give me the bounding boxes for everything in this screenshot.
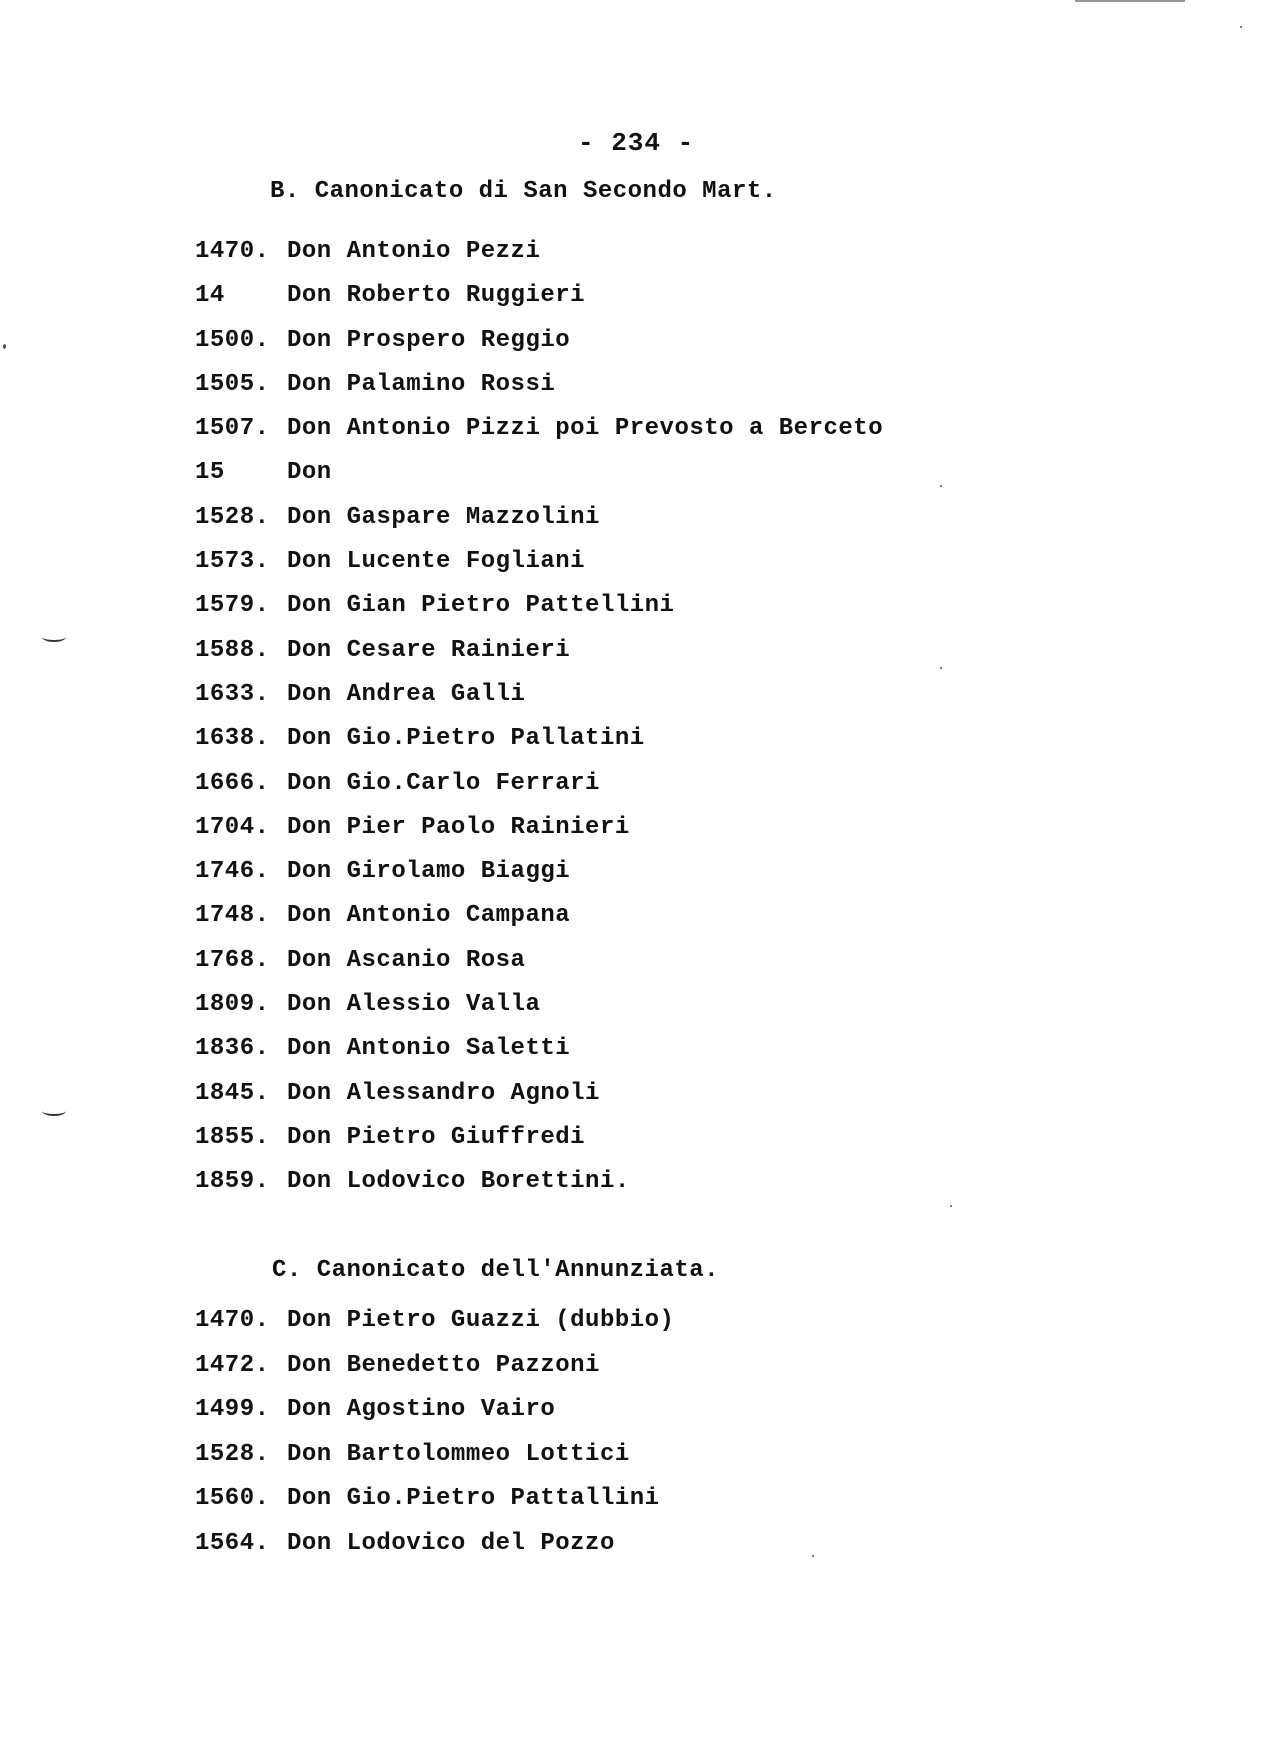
entry-name: Don Lucente Fogliani	[287, 548, 586, 576]
scan-speck	[950, 1205, 952, 1207]
entry-year: 1809.	[195, 991, 270, 1019]
entry-name: Don Gio.Pietro Pattallini	[287, 1485, 660, 1513]
entry-name: Don Antonio Pizzi poi Prevosto a Berceto	[287, 415, 884, 443]
entry-name: Don Antonio Saletti	[287, 1035, 571, 1063]
list-item	[195, 1396, 674, 1441]
entry-year: 1499.	[195, 1396, 270, 1424]
entry-year: 1746.	[195, 858, 270, 886]
entry-name: Don Bartolommeo Lottici	[287, 1440, 630, 1468]
list-item	[195, 1035, 883, 1079]
entry-name: Don Gaspare Mazzolini	[287, 503, 600, 531]
scan-speck	[940, 667, 942, 669]
entry-name: Don Antonio Pezzi	[287, 238, 541, 265]
page-number: - 234 -	[578, 128, 695, 158]
entry-year: 1528.	[195, 1440, 270, 1468]
entry-year: 14	[195, 282, 225, 310]
list-item	[195, 1307, 674, 1352]
entry-year: 1836.	[195, 1035, 270, 1063]
entry-year: 1507.	[195, 415, 270, 443]
entry-year: 1666.	[195, 769, 270, 797]
entry-year: 15	[195, 459, 225, 487]
entry-name: Don Gian Pietro Pattellini	[287, 592, 675, 620]
list-item	[195, 371, 883, 415]
scan-edge-line	[1075, 0, 1185, 2]
section-c-list	[195, 1307, 674, 1575]
entry-name: Don Prospero Reggio	[287, 326, 571, 354]
list-item	[195, 991, 883, 1035]
list-item	[195, 1080, 883, 1124]
entry-year: 1638.	[195, 725, 270, 753]
entry-year: 1768.	[195, 946, 270, 974]
list-item	[195, 1168, 883, 1212]
list-item	[195, 637, 883, 681]
scan-mark	[42, 632, 66, 642]
entry-name: Don Girolamo Biaggi	[287, 858, 571, 886]
list-item	[195, 725, 883, 769]
entry-year: 1845.	[195, 1079, 270, 1107]
list-item	[195, 548, 883, 592]
entry-year: 1505.	[195, 370, 270, 398]
section-b-heading: B. Canonicato di San Secondo Mart.	[270, 178, 777, 205]
entry-year: 1704.	[195, 813, 270, 841]
entry-year: 1470.	[195, 1307, 270, 1334]
list-item	[195, 282, 883, 326]
entry-year: 1500.	[195, 326, 270, 354]
scan-speck	[812, 1555, 814, 1557]
entry-name: Don Gio.Carlo Ferrari	[287, 769, 600, 797]
entry-name: Don Ascanio Rosa	[287, 946, 526, 974]
section-b-list	[195, 238, 883, 1213]
entry-name: Don Roberto Ruggieri	[287, 282, 586, 310]
entry-name: Don Alessandro Agnoli	[287, 1079, 600, 1107]
list-item	[195, 902, 883, 946]
list-item	[195, 459, 883, 503]
scan-speck	[940, 485, 942, 487]
entry-name: Don Pietro Giuffredi	[287, 1123, 586, 1151]
list-item	[195, 681, 883, 725]
entry-year: 1528.	[195, 503, 270, 531]
entry-name: Don Andrea Galli	[287, 680, 526, 708]
list-item	[195, 504, 883, 548]
entry-name: Don Pier Paolo Rainieri	[287, 813, 630, 841]
list-item	[195, 1485, 674, 1530]
list-item	[195, 770, 883, 814]
entry-name: Don Palamino Rossi	[287, 370, 556, 398]
list-item	[195, 327, 883, 371]
scan-speck	[1240, 26, 1242, 28]
list-item	[195, 592, 883, 636]
list-item	[195, 238, 883, 282]
entry-year: 1588.	[195, 636, 270, 664]
list-item	[195, 1530, 674, 1575]
entry-name: Don Antonio Campana	[287, 902, 571, 930]
entry-year: 1573.	[195, 548, 270, 576]
entry-year: 1748.	[195, 902, 270, 930]
entry-name: Don Agostino Vairo	[287, 1396, 556, 1424]
entry-year: 1470.	[195, 238, 270, 265]
entry-name: Don	[287, 459, 332, 487]
list-item	[195, 858, 883, 902]
entry-name: Don Gio.Pietro Pallatini	[287, 725, 645, 753]
list-item	[195, 947, 883, 991]
entry-name: Don Cesare Rainieri	[287, 636, 571, 664]
entry-name: Don Pietro Guazzi (dubbio)	[287, 1307, 675, 1334]
entry-year: 1633.	[195, 680, 270, 708]
list-item	[195, 814, 883, 858]
scan-speck	[3, 344, 6, 349]
list-item	[195, 1441, 674, 1486]
entry-name: Don Alessio Valla	[287, 991, 541, 1019]
entry-year: 1855.	[195, 1123, 270, 1151]
entry-name: Don Lodovico Borettini.	[287, 1168, 630, 1196]
entry-name: Don Benedetto Pazzoni	[287, 1351, 600, 1379]
list-item	[195, 1124, 883, 1168]
entry-year: 1859.	[195, 1168, 270, 1196]
scan-mark	[42, 1106, 66, 1116]
list-item	[195, 1352, 674, 1397]
entry-name: Don Lodovico del Pozzo	[287, 1529, 615, 1557]
list-item	[195, 415, 883, 459]
entry-year: 1564.	[195, 1529, 270, 1557]
entry-year: 1472.	[195, 1351, 270, 1379]
section-c-heading: C. Canonicato dell'Annunziata.	[272, 1257, 720, 1284]
entry-year: 1560.	[195, 1485, 270, 1513]
entry-year: 1579.	[195, 592, 270, 620]
